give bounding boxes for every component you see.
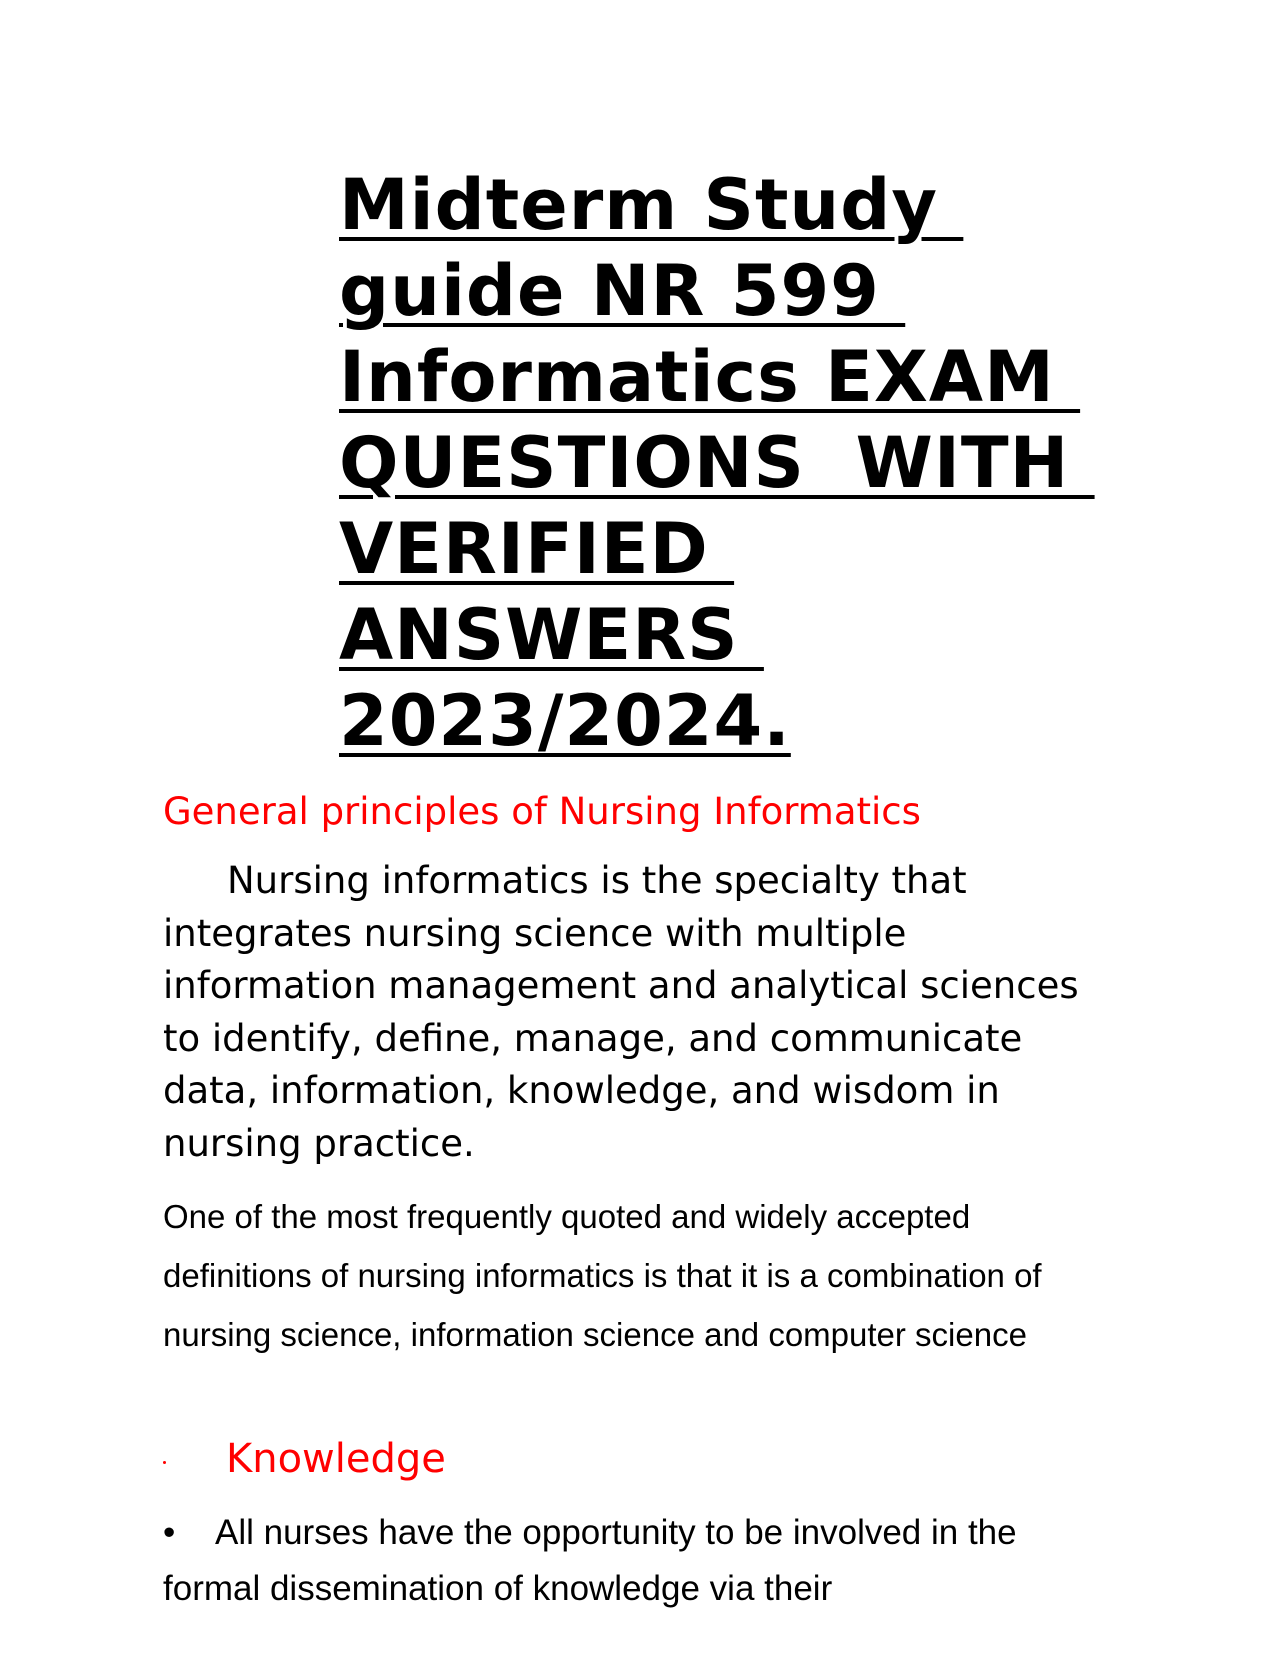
section-heading-general-principles: General principles of Nursing Informatics — [163, 790, 921, 833]
definition-paragraph: Nursing informatics is the specialty that integrates nursing science with multiple information management and analytical sciences to identify, define, manage, and communicate data, information, knowledge, and wisdom in nursing practice. — [163, 859, 1079, 1165]
knowledge-heading-row — [163, 1433, 763, 1489]
list-bullet-icon: • — [163, 1513, 176, 1552]
section-heading-knowledge: Knowledge — [226, 1436, 446, 1482]
document-title — [339, 162, 1159, 764]
title-line-4: QUESTIONS WITH — [339, 422, 1095, 504]
list-item-text: All nurses have the opportunity to be involved in the formal dissemination of knowledge via their — [163, 1513, 1017, 1608]
title-line-2: guide NR 599 — [339, 250, 906, 332]
quoted-definition-paragraph: One of the most frequently quoted and widely accepted definitions of nursing informatics is that it is a combination of nursing science, information science and computer science — [163, 1198, 1042, 1353]
title-line-5: VERIFIED — [339, 508, 735, 590]
title-line-3: Informatics EXAM — [339, 336, 1081, 418]
title-line-7: 2023/2024. — [339, 680, 791, 762]
title-line-6: ANSWERS — [339, 594, 764, 676]
list-item — [163, 1505, 1123, 1617]
title-line-1: Midterm Study — [339, 164, 964, 246]
bullet-marker-icon — [163, 1461, 166, 1464]
